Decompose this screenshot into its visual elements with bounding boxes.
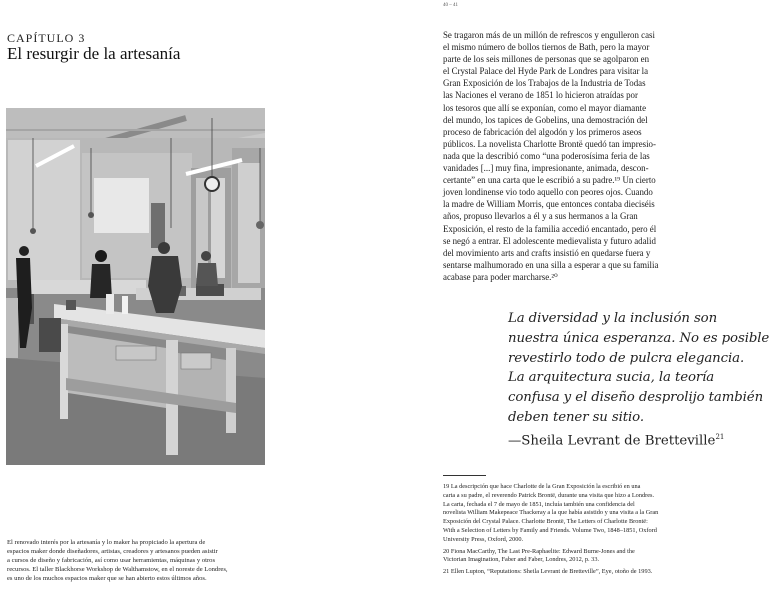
body-line: nada que la describió como “una poderosísima feria de las [443, 150, 650, 161]
body-line: parte de los seis millones de personas que se agolparon en [443, 54, 650, 65]
page-number: 40 – 41 [443, 3, 458, 8]
body-line: el Crystal Palace del Hyde Park de Londres para visitar la [443, 66, 649, 77]
caption-line: espacios maker donde diseñadores, artistas, creadores y artesanos pueden asistir [7, 547, 218, 555]
chapter-title: El resurgir de la artesanía [7, 44, 181, 63]
pull-quote [508, 309, 780, 451]
footnote-line: Exposición del Crystal Palace. Charlotte Brontë, The Letters of Charlotte Brontë: [443, 518, 648, 526]
footnote-line: University Press, Oxford, 2000. [443, 535, 524, 543]
footnote-19 [443, 483, 723, 545]
body-line: acabase para poder marcharse.²⁰ [443, 271, 558, 282]
footnote-line: Victorian Imagination, Faber and Faber, Londres, 2012, p. 33. [443, 556, 600, 564]
workshop-photo [6, 108, 265, 465]
footnote-line: La carta, fechada el 7 de mayo de 1851, incluía también una confidencia del [443, 500, 635, 508]
footnote-line: 20 Fiona MacCarthy, The Last Pre-Raphaelite: Edward Burne-Jones and the [443, 547, 635, 555]
body-line: del mundo, los tapices de Gobelins, una demostración del [443, 114, 648, 125]
caption-line: a cursos de diseño y fabricación, así como usar herramientas, máquinas y otros [7, 556, 216, 564]
body-line: sentarse malhumorado en una silla a esperar a que su familia [443, 259, 659, 270]
footnotes [443, 483, 723, 580]
footnote-line: 21 Ellen Lupton, “Reputations: Sheila Levrant de Bretteville”, Eye, otoño de 1993. [443, 568, 653, 576]
caption-line: es uno de los muchos espacios maker que se han abierto estos últimos años. [7, 574, 207, 582]
quote-line: revestirlo todo de pulcra elegancia. [508, 350, 745, 366]
footnote-line: carta a su padre, el reverendo Patrick Brontë, durante una visita que hizo a Londres. [443, 491, 655, 499]
body-line: el mismo número de bollos tiernos de Bath, pero la mayor [443, 42, 650, 53]
quote-line: La arquitectura sucia, la teoría [508, 370, 715, 386]
footnote-21 [443, 568, 723, 577]
body-line: del movimiento arts and crafts insistió en quedarse fuera y [443, 247, 651, 258]
body-line: la madre de William Morris, que entonces contaba dieciséis [443, 199, 655, 210]
body-line: las Naciones el verano de 1851 lo hicieron atraídas por [443, 90, 638, 101]
body-line: públicos. La novelista Charlotte Brontë quedó tan impresio- [443, 138, 656, 149]
body-text [443, 29, 721, 283]
quote-line: La diversidad y la inclusión son [508, 311, 718, 326]
photo-caption [7, 539, 269, 584]
body-line: vanidades [...] muy fina, impresionante, animada, descon- [443, 163, 649, 174]
quote-line: nuestra única esperanza. No es posible [508, 330, 770, 346]
quote-line: deben tener su sitio. [508, 409, 644, 425]
footnote-line: novelista William Makepeace Thackeray a la que había asistido y una visita a la Gran [443, 509, 659, 517]
body-line: proceso de fabricación del algodón y los primeros aseos [443, 126, 642, 137]
body-line: Se tragaron más de un millón de refrescos y engulleron casi [443, 30, 655, 40]
caption-line: recursos. El taller Blackhorse Workshop de Walthamstow, en el noreste de Londres, [7, 565, 228, 573]
quote-line: confusa y el diseño desprolijo también [508, 390, 764, 406]
attribution-note-ref: 21 [715, 432, 725, 441]
chapter-label: CAPÍTULO 3 [7, 31, 86, 45]
footnote-20 [443, 548, 723, 566]
body-line: años, propuso llevarlos a él y a sus hermanos a la Gran [443, 211, 638, 222]
footnote-line: 19 La descripción que hace Charlotte de la Gran Exposición la escribió en una [443, 483, 641, 490]
body-line: se negó a entrar. El adolescente medievalista y futuro adalid [443, 235, 656, 246]
body-line: joven londinense vio todo aquello con peores ojos. Cuando [443, 187, 653, 198]
attribution-text: —Sheila Levrant de Bretteville [508, 433, 716, 449]
body-line: Gran Exposición de los Trabajos de la Industria de Todas [443, 78, 646, 89]
footnote-divider [443, 475, 486, 476]
footnote-line: With a Selection of Letters by Family and Friends. Volume Two, 1848–1851, Oxford [443, 526, 657, 534]
body-line: certante” en una carta que le escribió a su padre.¹⁹ Un cierto [443, 175, 656, 186]
body-line: Exposición, el resto de la familia accedió encantado, pero él [443, 223, 657, 234]
body-line: los tesoros que allí se exponían, como el mayor diamante [443, 102, 647, 113]
right-page [390, 0, 780, 589]
caption-line: El renovado interés por la artesanía y lo maker ha propiciado la apertura de [7, 539, 206, 546]
workshop-photo-illustration [6, 108, 265, 465]
quote-attribution [508, 428, 780, 451]
